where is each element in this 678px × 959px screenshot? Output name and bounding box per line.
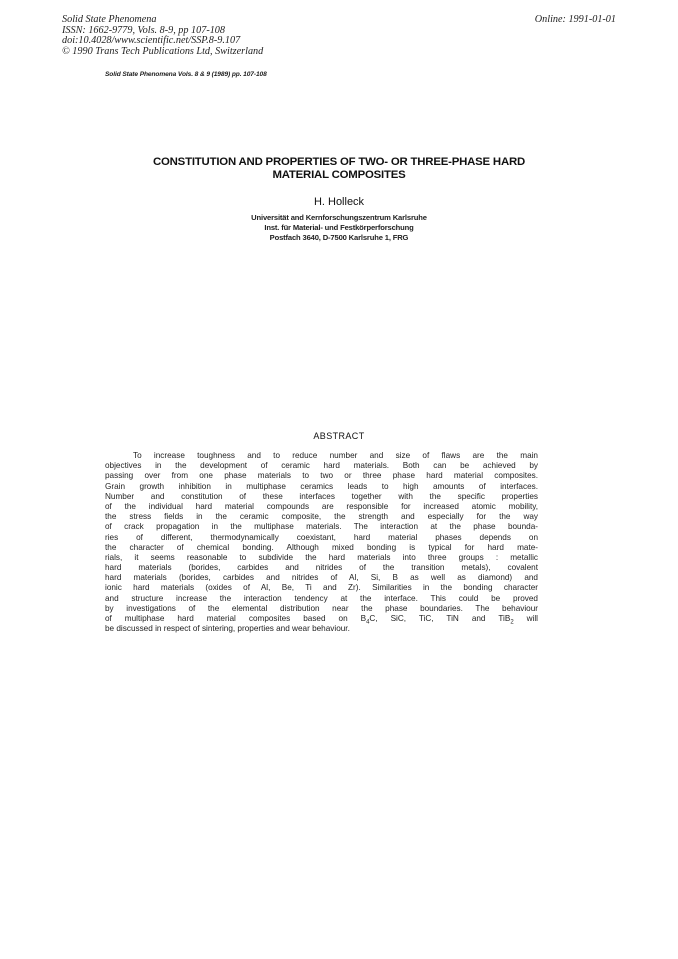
doi-line: doi:10.4028/www.scientific.net/SSP.8-9.107 xyxy=(62,35,241,47)
abstract-line: of crack propagation in the multiphase materials. The interaction at the phase bounda- xyxy=(105,522,538,532)
affiliation-line-2: Inst. für Material- und Festkörperforschung xyxy=(264,223,414,233)
abstract-line: of the individual hard material compounds are responsible for increased atomic mobility, xyxy=(105,501,538,511)
abstract-line: hard materials (borides, carbides and nitrides of the transition metals), covalent xyxy=(105,563,538,573)
journal-name: Solid State Phenomena xyxy=(62,14,157,25)
abstract-line: by investigations of the elemental distribution near the phase boundaries. The behaviour xyxy=(105,603,538,613)
author-name: H. Holleck xyxy=(313,196,365,208)
abstract-line: To increase toughness and to reduce number and size of flaws are the main xyxy=(133,451,538,460)
formula-subscript-1: 4 xyxy=(366,619,370,626)
publication-meta xyxy=(62,15,263,57)
abstract-line: passing over from one phase materials to two or three phase hard material composites. xyxy=(105,471,538,481)
title-line-1: CONSTITUTION AND PROPERTIES OF TWO- OR THREE-PHASE HARD xyxy=(152,156,526,168)
abstract-line: hard materials (borides, carbides and nitrides of Al, Si, B as well as diamond) and xyxy=(105,573,538,583)
formula-text-pre: of multiphase hard material composites based on B xyxy=(105,614,367,623)
copyright-line: © 1990 Trans Tech Publications Ltd, Switzerland xyxy=(62,45,264,57)
abstract-heading: ABSTRACT xyxy=(313,431,365,441)
abstract-line: Grain growth inhibition in multiphase ceramics leads to high amounts of interfaces. xyxy=(105,481,538,491)
affiliation-line-1: Universität and Kernforschungszentrum Karlsruhe xyxy=(251,213,427,222)
abstract-line: rials, it seems reasonable to subdivide the hard materials into three groups : metallic xyxy=(105,552,538,562)
author-affiliation xyxy=(100,213,578,244)
abstract-line: and structure increase the interaction tendency at the interface. This could be proved xyxy=(105,593,538,603)
abstract-last-line: be discussed in respect of sintering, properties and wear behaviour. xyxy=(105,624,350,634)
abstract-line-formula xyxy=(105,614,538,624)
formula-text-post: will xyxy=(513,614,539,623)
online-date: Online: 1991-01-01 xyxy=(534,14,616,25)
abstract-line: the stress fields in the ceramic composite, the strength and especially for the way xyxy=(105,512,538,522)
abstract-line: ionic hard materials (oxides of Al, Be, Ti and Zr). Similarities in the bonding character xyxy=(105,583,538,593)
abstract-body xyxy=(105,451,538,634)
title-line-2: MATERIAL COMPOSITES xyxy=(272,168,406,181)
affiliation-line-3: Postfach 3640, D-7500 Karlsruhe 1, FRG xyxy=(269,233,409,243)
formula-subscript-2: 2 xyxy=(510,619,514,626)
abstract-line: objectives in the development of ceramic hard materials. Both can be achieved by xyxy=(105,461,538,471)
issn-line: ISSN: 1662-9779, Vols. 8-9, pp 107-108 xyxy=(62,24,225,36)
formula-text-mid: C, SiC, TiC, TiN and TiB xyxy=(369,614,511,623)
abstract-line: ries of different, thermodynamically coexistant, hard material phases depends on xyxy=(105,532,538,542)
paper-title xyxy=(100,156,578,181)
abstract-line: Number and constitution of these interfaces together with the specific properties xyxy=(105,491,538,501)
running-head: Solid State Phenomena Vols. 8 & 9 (1989) pp. 107-108 xyxy=(105,71,267,78)
abstract-line: the character of chemical bonding. Although mixed bonding is typical for hard mate- xyxy=(105,542,538,552)
